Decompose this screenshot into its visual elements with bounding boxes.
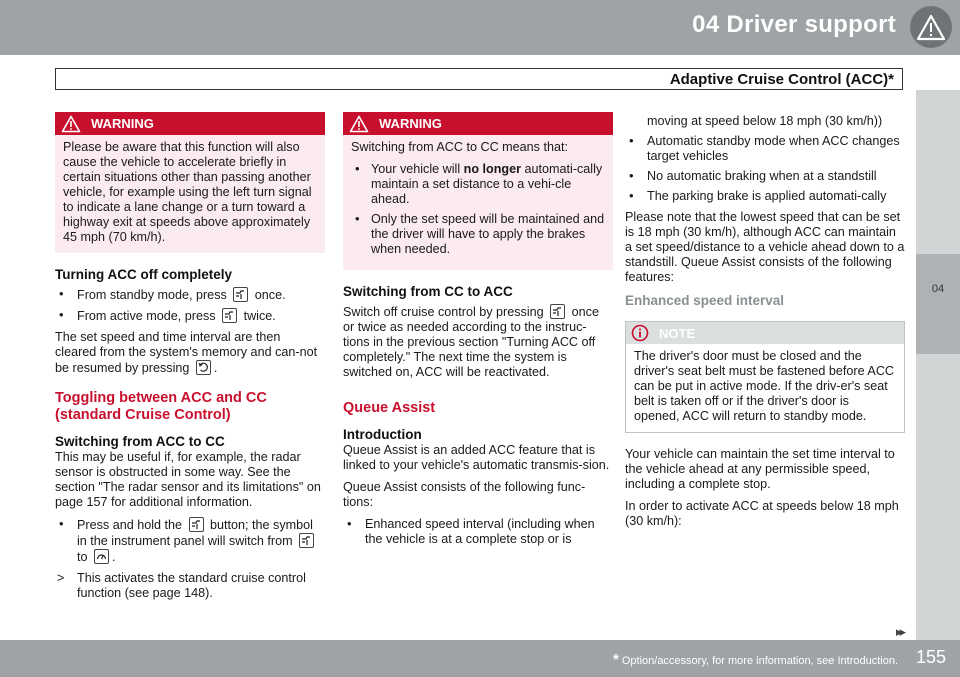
- list-item: • Press and hold the button; the symbol in the instrument panel will switch from to .: [55, 517, 325, 565]
- list-item: • Only the set speed will be maintained and the driver will have to apply the brakes when needed.: [351, 212, 605, 257]
- cc-to-acc-paragraph: Switch off cruise control by pressing once or twice as needed according to the instruc-tions in the previous section "Turning ACC off completely." The next time the system is switched on, ACC will be reactivated.: [343, 305, 599, 379]
- heading-cc-to-acc: Switching from CC to ACC: [343, 284, 513, 299]
- cruise-button-icon: [189, 517, 204, 532]
- heading-turn-off: Turning ACC off completely: [55, 267, 232, 282]
- list-item: • No automatic braking when at a standstill: [625, 169, 905, 184]
- result-text: This activates the standard cruise control function (see page 148).: [77, 571, 306, 600]
- heading-introduction: Introduction: [343, 427, 422, 442]
- warning-header: [55, 112, 325, 135]
- warning-intro: Switching from ACC to CC means that:: [351, 140, 568, 154]
- next-page-arrows: ▸▸: [896, 624, 904, 639]
- result-item: [55, 571, 325, 601]
- activate-paragraph: In order to activate ACC at speeds below 18 mph (30 km/h):: [625, 499, 899, 528]
- warning-label: WARNING: [379, 116, 442, 131]
- arrow-marker: >: [57, 571, 65, 585]
- chapter-tab: [916, 254, 960, 354]
- note-label: NOTE: [659, 325, 696, 341]
- list-item: • Your vehicle will no longer automati-cally maintain a set distance to a vehi-cle ahead.: [351, 162, 605, 207]
- list-item: • Enhanced speed interval (including when the vehicle is at a complete stop or is: [343, 517, 613, 547]
- resume-button-icon: [196, 360, 211, 375]
- list-item: • From active mode, press twice.: [55, 308, 325, 324]
- chapter-sidebar: [916, 90, 960, 640]
- queue-functions-list: [343, 517, 613, 547]
- acc-symbol-icon: [299, 533, 314, 548]
- consists-paragraph: Queue Assist consists of the following func-tions:: [343, 480, 586, 509]
- heading-switch-acc-cc: Switching from ACC to CC: [55, 434, 225, 449]
- page-footer: [0, 640, 960, 677]
- chapter-header: [0, 0, 960, 55]
- page-number: 155: [915, 647, 946, 667]
- column-3: [625, 114, 905, 536]
- list-item: • From standby mode, press once.: [55, 287, 325, 303]
- footnote-asterisk: *: [612, 651, 619, 668]
- chapter-title: 04 Driver support: [692, 11, 896, 38]
- warning-text: Please be aware that this function will also cause the vehicle to accelerate briefly in certain situations other than passing another vehicle, for example using the left turn signal to indicate a lane change or a turn toward a highway exit at speeds above approximately 45 mph (70 km/h).: [63, 140, 312, 244]
- column-1: [55, 112, 325, 607]
- time-interval-paragraph: Your vehicle can maintain the set time interval to the vehicle ahead at any permissible speed, including a complete stop.: [625, 447, 895, 491]
- cruise-button-icon: [550, 304, 565, 319]
- warning-triangle-icon: [349, 115, 369, 133]
- warning-list: [351, 162, 605, 257]
- cleared-paragraph: The set speed and time interval are then cleared from the system's memory and can-not be resumed by pressing .: [55, 330, 318, 375]
- list-item-continued: moving at speed below 18 mph (30 km/h)): [647, 114, 883, 128]
- note-header: [626, 322, 904, 344]
- warning-content: [343, 135, 613, 270]
- turn-off-list: [55, 287, 325, 324]
- warning-header: [343, 112, 613, 135]
- cruise-button-icon: [222, 308, 237, 323]
- list-item: • Automatic standby mode when ACC changes target vehicles: [625, 134, 905, 164]
- switch-paragraph: This may be useful if, for example, the radar sensor is obstructed in some way. See the section "The radar sensor and its limitations" on page 157 for additional information.: [55, 450, 321, 509]
- queue-functions-list-cont: [625, 134, 905, 204]
- warning-label: WARNING: [91, 116, 154, 131]
- lowest-speed-paragraph: Please note that the lowest speed that can be set is 18 mph (30 km/h), although ACC can maintain a set speed/distance to a vehicle ahead down to a standstill. Queue Assist consists of the following features:: [625, 210, 905, 284]
- note-box: [625, 321, 905, 433]
- column-2: [343, 112, 613, 553]
- footnote: [613, 653, 898, 668]
- switch-list: [55, 517, 325, 565]
- section-title: Adaptive Cruise Control (ACC)*: [669, 71, 894, 88]
- warning-triangle-icon: [910, 6, 952, 48]
- warning-triangle-icon: [61, 115, 81, 133]
- heading-enhanced-speed: Enhanced speed interval: [625, 293, 785, 308]
- list-item: • The parking brake is applied automati-cally: [625, 189, 905, 204]
- cc-symbol-icon: [94, 549, 109, 564]
- warning-box: [55, 112, 325, 253]
- intro-paragraph: Queue Assist is an added ACC feature that is linked to your vehicle's automatic transmis-sion.: [343, 443, 610, 472]
- cruise-button-icon: [233, 287, 248, 302]
- warning-box: [343, 112, 613, 270]
- section-title-bar: [55, 68, 903, 90]
- footnote-text: Option/accessory, for more information, see Introduction.: [618, 655, 898, 667]
- heading-queue-assist: Queue Assist: [343, 400, 436, 416]
- note-text: The driver's door must be closed and the driver's seat belt must be fastened before ACC can be put in active mode. If the driv-er's seat belt is taken off or if the driver's door is opened, ACC will return to standby mode.: [634, 349, 895, 423]
- heading-toggle: Toggling between ACC and CC (standard Cruise Control): [55, 390, 267, 423]
- chapter-tab-label: 04: [931, 283, 945, 295]
- info-icon: [631, 324, 649, 342]
